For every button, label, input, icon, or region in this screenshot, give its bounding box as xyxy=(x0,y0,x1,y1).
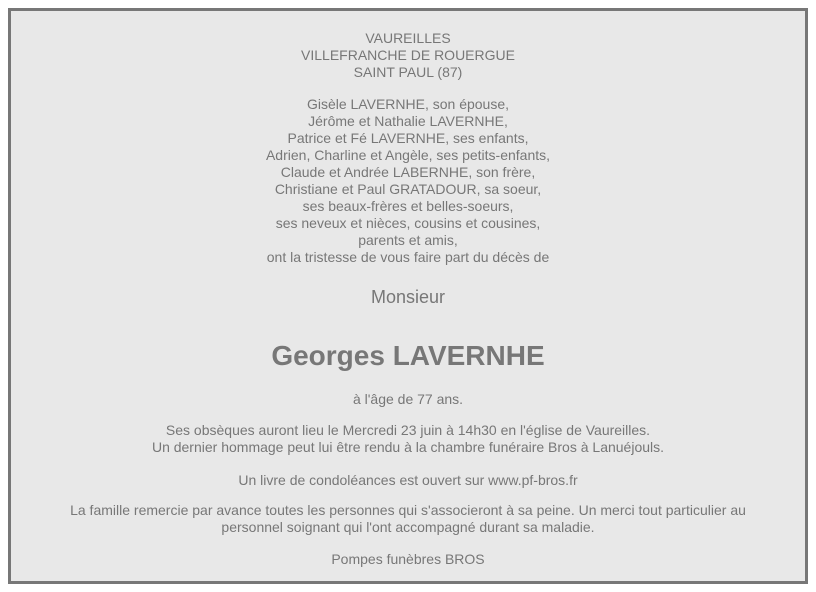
place-line: VILLEFRANCHE DE ROUERGUE xyxy=(301,47,515,63)
deceased-title: Monsieur xyxy=(370,287,446,307)
places-block xyxy=(11,30,805,81)
family-line: ses beaux-frères et belles-soeurs, xyxy=(302,198,514,214)
funeral-company: Pompes funèbres BROS xyxy=(331,551,485,567)
family-line: Patrice et Fé LAVERNHE, ses enfants, xyxy=(287,130,529,146)
thanks-line: La famille remercie par avance toutes les personnes qui s'associeront à sa peine. Un merci tout particulier au xyxy=(70,502,746,518)
funeral-line: Un dernier hommage peut lui être rendu à la chambre funéraire Bros à Lanuéjouls. xyxy=(151,439,665,455)
family-line: Claude et Andrée LABERNHE, son frère, xyxy=(280,164,536,180)
place-line: VAUREILLES xyxy=(365,30,451,46)
deceased-name: Georges LAVERNHE xyxy=(271,340,545,371)
family-line: ses neveux et nièces, cousins et cousines, xyxy=(275,215,541,231)
place-line: SAINT PAUL (87) xyxy=(353,64,463,80)
family-line: Gisèle LAVERNHE, son épouse, xyxy=(306,96,510,112)
thanks-block xyxy=(41,502,775,536)
family-block xyxy=(11,96,805,266)
family-line: Adrien, Charline et Angèle, ses petits-enfants, xyxy=(265,147,551,163)
funeral-details xyxy=(11,422,805,456)
thanks-line: personnel soignant qui l'ont accompagné durant sa maladie. xyxy=(221,519,595,535)
condolences-text: Un livre de condoléances est ouvert sur www.pf-bros.fr xyxy=(238,472,578,488)
obituary-notice xyxy=(8,8,808,584)
funeral-line: Ses obsèques auront lieu le Mercredi 23 juin à 14h30 en l'église de Vaureilles. xyxy=(165,422,651,438)
family-line: parents et amis, xyxy=(358,232,458,248)
family-line: Christiane et Paul GRATADOUR, sa soeur, xyxy=(274,181,542,197)
family-line: Jérôme et Nathalie LAVERNHE, xyxy=(308,113,508,129)
deceased-age: à l'âge de 77 ans. xyxy=(352,391,464,407)
family-line: ont la tristesse de vous faire part du décès de xyxy=(266,249,550,265)
